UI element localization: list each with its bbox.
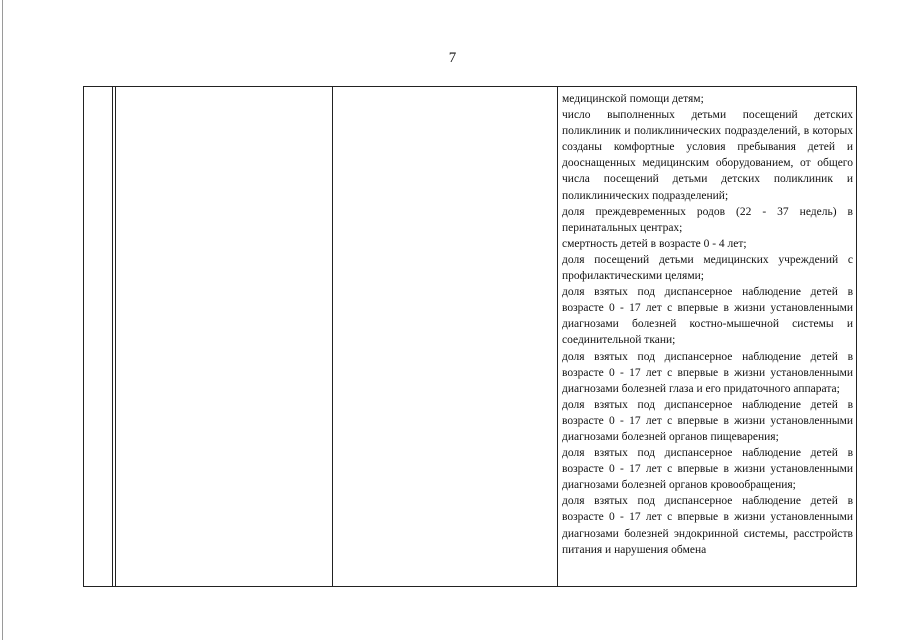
indicators-cell — [562, 91, 853, 585]
indicator-paragraph: смертность детей в возрасте 0 - 4 лет; — [562, 237, 747, 250]
indicator-paragraph: доля взятых под диспансерное наблюдение детей в возрасте 0 - 17 лет с впервые в жизни установленными диагнозами болезней глаза и его придаточного аппарата; — [562, 350, 853, 395]
indicator-paragraph: доля взятых под диспансерное наблюдение детей в возрасте 0 - 17 лет с впервые в жизни установленными диагнозами болезней эндокринной системы, расстройств питания и нарушения обмена — [562, 495, 853, 556]
table-column-divider-2 — [115, 86, 116, 587]
table-column-divider-4 — [557, 86, 558, 587]
scan-edge-line — [2, 0, 3, 640]
indicator-paragraph: доля преждевременных родов (22 - 37 недель) в перинатальных центрах; — [562, 205, 853, 234]
indicator-paragraph: медицинской помощи детям; — [562, 93, 704, 105]
page-number: 7 — [448, 50, 457, 66]
table-column-divider-1 — [112, 86, 113, 587]
table-column-divider-3 — [332, 86, 333, 587]
indicator-paragraph: число выполненных детьми посещений детских поликлиник и поликлинических подразделений, в которых созданы комфортные условия пребывания детей и дооснащенных медицинским оборудованием, от общего числа посещений детьми детских поликлиник и поликлинических подразделений; — [562, 109, 853, 202]
indicator-paragraph: доля взятых под диспансерное наблюдение детей в возрасте 0 - 17 лет с впервые в жизни установленными диагнозами болезней органов пищеварения; — [562, 398, 853, 443]
indicator-paragraph: доля взятых под диспансерное наблюдение детей в возрасте 0 - 17 лет с впервые в жизни установленными диагнозами болезней костно-мышечной системы и соединительной ткани; — [562, 286, 853, 347]
indicator-paragraph: доля взятых под диспансерное наблюдение детей в возрасте 0 - 17 лет с впервые в жизни установленными диагнозами болезней органов кровообращения; — [562, 447, 853, 492]
indicator-paragraph: доля посещений детьми медицинских учреждений с профилактическими целями; — [562, 253, 853, 283]
